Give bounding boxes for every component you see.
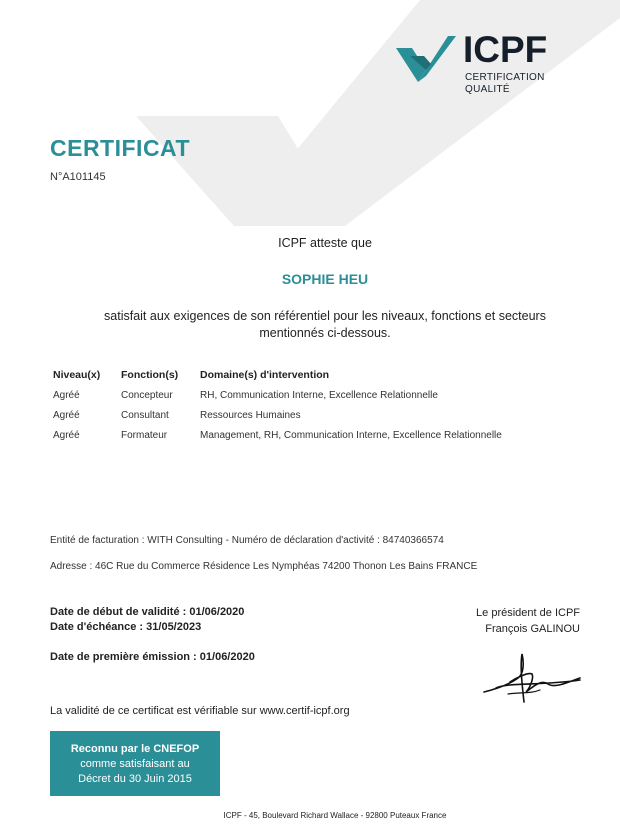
header-function: Fonction(s) [121,369,179,381]
header-domain: Domaine(s) d'intervention [200,369,330,381]
cell-domain: Ressources Humaines [200,410,301,421]
table-header-row [50,366,543,386]
badge-line3: Décret du 30 Juin 2015 [78,773,192,785]
badge-line2: comme satisfaisant au [80,758,190,770]
end-date: Date d'échéance : 31/05/2023 [50,621,202,633]
cnefop-badge [50,731,220,796]
start-date: Date de début de validité : 01/06/2020 [50,606,245,618]
logo-subtitle [465,72,545,96]
certification-table [50,366,543,446]
president-name: François GALINOU [485,623,580,635]
signature-image [480,648,584,710]
logo-brand: ICPF [463,29,548,70]
person-name: SOPHIE HEU [281,271,369,287]
billing-address: Adresse : 46C Rue du Commerce Résidence Les Nymphéas 74200 Thonon Les Bains FRANCE [50,561,478,572]
statement-text: satisfait aux exigences de son référentiel pour les niveaux, fonctions et secteurs mentionnés ci-dessous. [104,309,546,340]
badge-line1: Reconnu par le CNEFOP [70,743,200,755]
header-level: Niveau(x) [53,369,101,381]
cell-level: Agréé [53,430,80,441]
cell-level: Agréé [53,390,80,401]
cell-function: Formateur [121,430,168,441]
cell-function: Concepteur [121,390,173,401]
president-block [476,605,580,637]
table-row [50,426,543,446]
footer-address: ICPF - 45, Boulevard Richard Wallace - 92800 Puteaux France [223,811,447,820]
table-row [50,386,543,406]
first-emission-date: Date de première émission : 01/06/2020 [50,651,255,663]
certificate-number: N°A101145 [50,171,106,183]
verification-notice: La validité de ce certificat est vérifiable sur www.certif-icpf.org [50,705,350,717]
cell-domain: RH, Communication Interne, Excellence Relationnelle [200,390,438,401]
billing-entity: Entité de facturation : WITH Consulting - Numéro de déclaration d'activité : 84740366574 [50,535,444,546]
president-role: Le président de ICPF [476,607,580,619]
validity-dates [50,605,244,635]
logo-subtitle-line1: CERTIFICATION [465,72,545,83]
table-row [50,406,543,426]
cell-level: Agréé [53,410,80,421]
cell-domain: Management, RH, Communication Interne, Excellence Relationnelle [200,430,502,441]
certificate-title: CERTIFICAT [50,135,191,161]
cell-function: Consultant [121,410,169,421]
attest-text: ICPF atteste que [278,236,372,250]
logo-subtitle-line2: QUALITÉ [465,84,510,95]
